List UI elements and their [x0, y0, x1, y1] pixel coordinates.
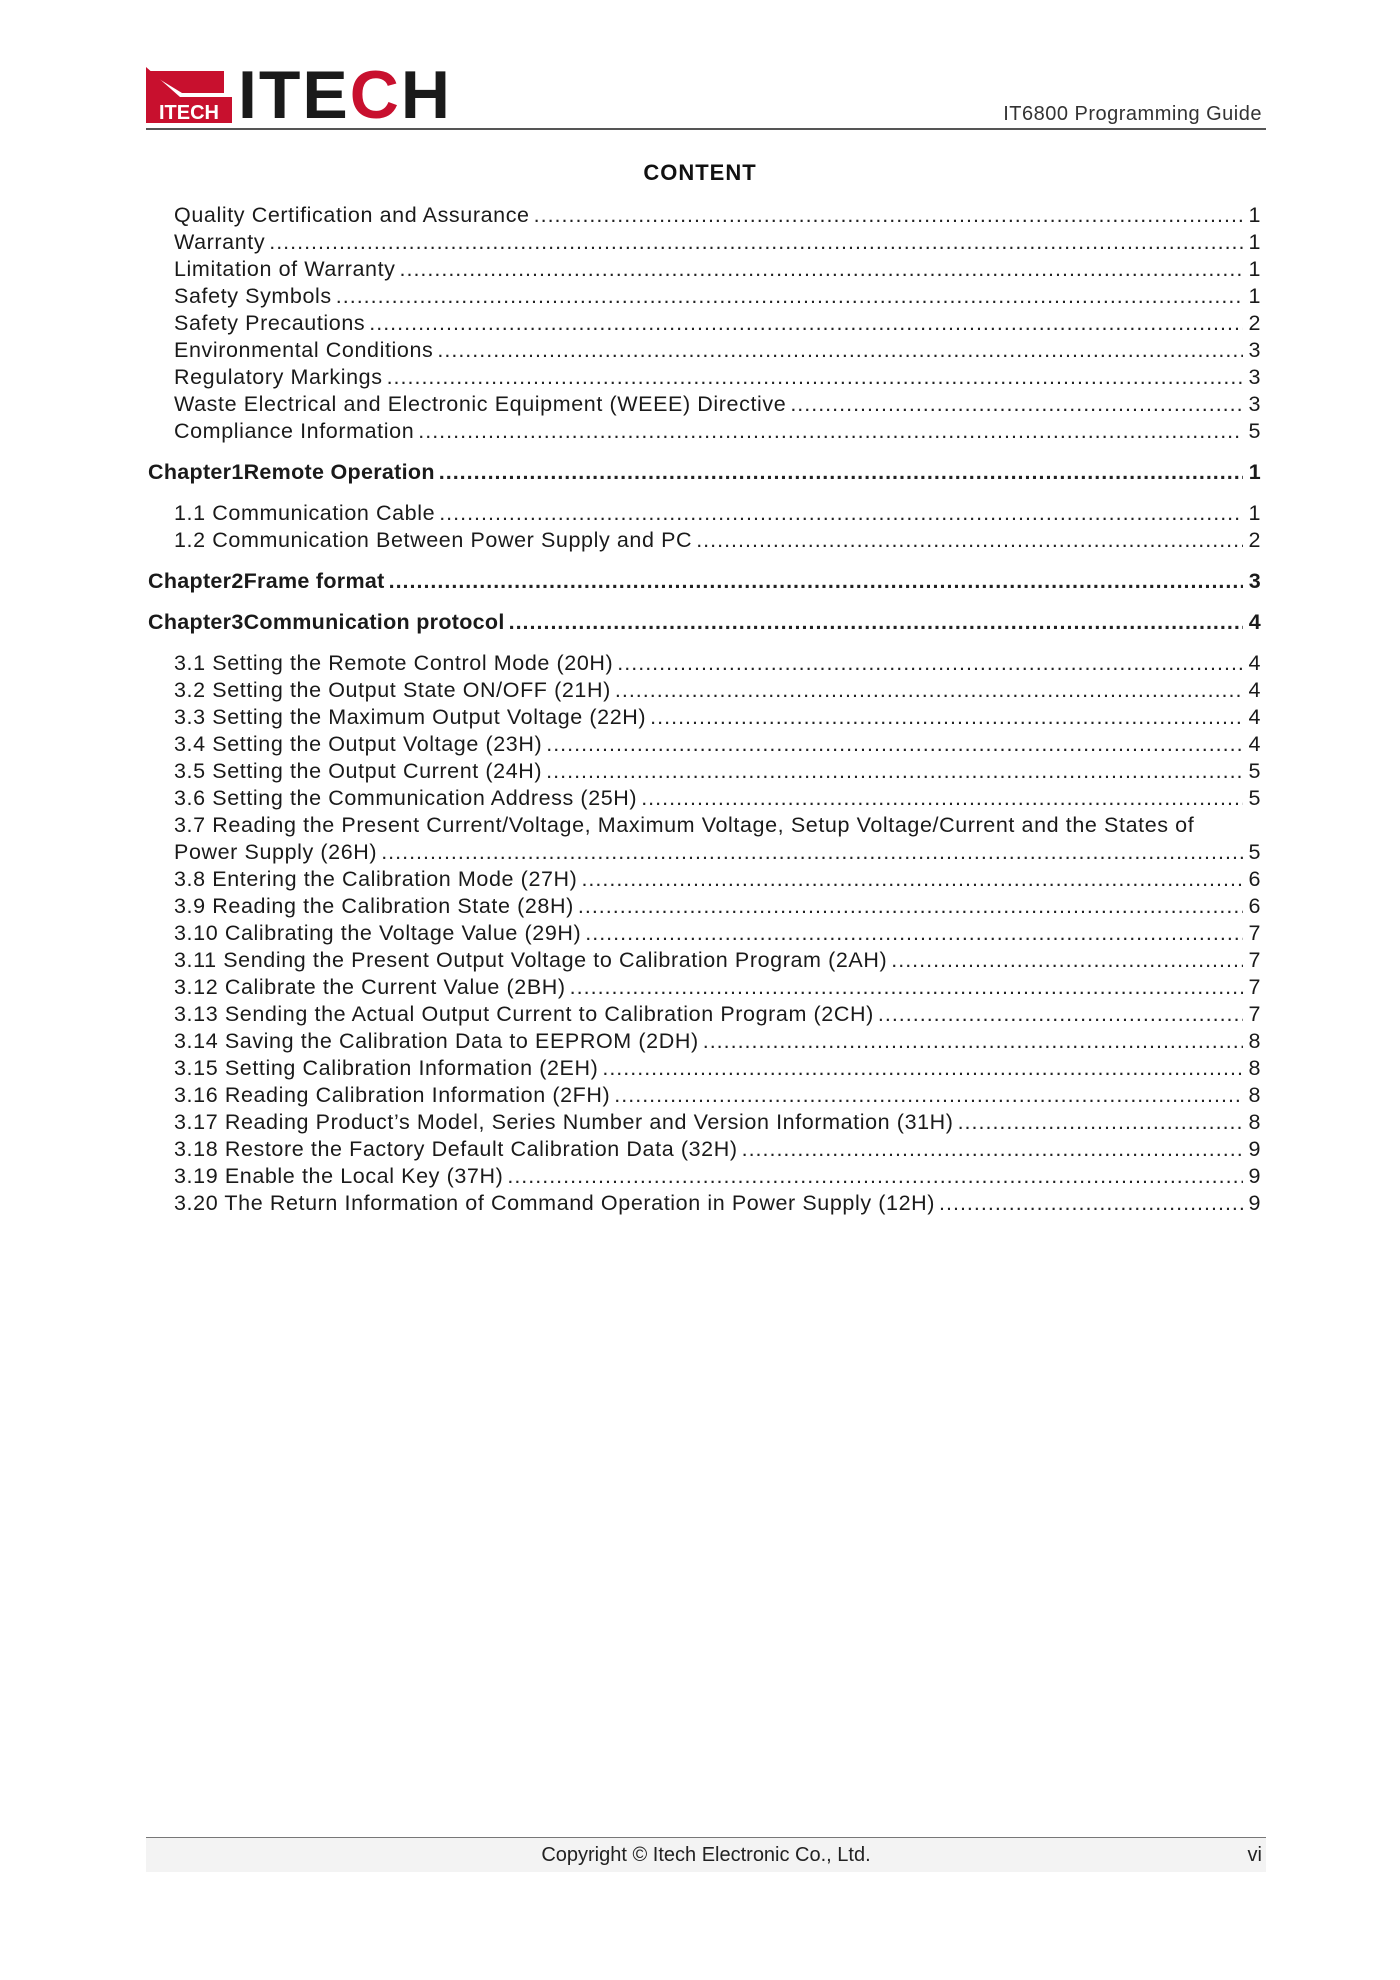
entry-title: Limitation of Warranty — [174, 257, 396, 281]
leader-dots — [878, 1001, 1243, 1028]
page-number: 8 — [1248, 1056, 1261, 1080]
leader-dots — [418, 418, 1243, 445]
leader-dots — [507, 1163, 1243, 1190]
leader-dots — [602, 1055, 1243, 1082]
entry-title: 3.17 Reading Product’s Model, Series Number and Version Information (31H) — [174, 1110, 954, 1134]
entry-title: 3.18 Restore the Factory Default Calibration Data (32H) — [174, 1137, 738, 1161]
entry-title: 3.4 Setting the Output Voltage (23H) — [174, 732, 543, 756]
toc-entry[interactable] — [148, 1136, 1261, 1163]
leader-dots — [578, 893, 1243, 920]
page-number: 8 — [1248, 1029, 1261, 1053]
toc-entry[interactable] — [148, 947, 1261, 974]
logo-mark-icon — [146, 67, 232, 123]
page-number: 1 — [1248, 257, 1261, 281]
toc-entry[interactable] — [148, 283, 1261, 310]
page-number: 2 — [1248, 311, 1261, 335]
leader-dots — [437, 337, 1243, 364]
entry-title: Regulatory Markings — [174, 365, 383, 389]
toc-entry[interactable] — [148, 677, 1261, 704]
toc-entry[interactable] — [148, 974, 1261, 1001]
leader-dots — [650, 704, 1243, 731]
leader-dots — [790, 391, 1243, 418]
toc-entry[interactable] — [148, 1055, 1261, 1082]
toc-front-matter — [148, 202, 1261, 445]
leader-dots — [614, 1082, 1243, 1109]
leader-dots — [400, 256, 1243, 283]
toc-entry[interactable] — [148, 418, 1261, 445]
leader-dots — [439, 500, 1243, 527]
page-number: 9 — [1248, 1164, 1261, 1188]
toc-entry[interactable] — [148, 1028, 1261, 1055]
toc-entry[interactable] — [148, 758, 1261, 785]
leader-dots — [939, 1190, 1243, 1217]
entry-title: 3.3 Setting the Maximum Output Voltage (22H) — [174, 705, 647, 729]
leader-dots — [509, 609, 1243, 636]
itech-logo — [146, 57, 453, 133]
leader-dots — [546, 758, 1243, 785]
toc-entry[interactable] — [148, 391, 1261, 418]
toc-chapter-2[interactable] — [148, 568, 1261, 595]
page-number: 4 — [1248, 678, 1261, 702]
entry-title: Quality Certification and Assurance — [174, 203, 530, 227]
leader-dots — [958, 1109, 1243, 1136]
entry-title: 3.6 Setting the Communication Address (25H) — [174, 786, 638, 810]
logo-text-ite: ITE — [238, 57, 350, 133]
page-number: 7 — [1248, 921, 1261, 945]
toc-entry-3-7-line2[interactable] — [148, 839, 1261, 866]
toc-chapter-3[interactable] — [148, 609, 1261, 636]
toc-chapter-3-sections — [148, 650, 1261, 812]
page-number: 9 — [1248, 1191, 1261, 1215]
page-number: 5 — [1248, 840, 1261, 864]
toc-entry[interactable] — [148, 1082, 1261, 1109]
toc-entry[interactable] — [148, 310, 1261, 337]
entry-title: 3.5 Setting the Output Current (24H) — [174, 759, 543, 783]
leader-dots — [369, 310, 1243, 337]
entry-title: 3.13 Sending the Actual Output Current to Calibration Program (2CH) — [174, 1002, 874, 1026]
footer-page-number: vi — [1247, 1844, 1262, 1866]
leader-dots — [534, 202, 1243, 229]
page-number: 1 — [1248, 203, 1261, 227]
leader-dots — [742, 1136, 1243, 1163]
page-number: 5 — [1248, 759, 1261, 783]
page-number: 5 — [1248, 786, 1261, 810]
page-number: 3 — [1248, 365, 1261, 389]
leader-dots — [617, 650, 1243, 677]
leader-dots — [439, 459, 1243, 486]
toc-entry-3-7-line1[interactable]: 3.7 Reading the Present Current/Voltage, Maximum Voltage, Setup Voltage/Current and the States of — [174, 813, 1195, 837]
page-number: 3 — [1248, 569, 1261, 593]
page-number: 4 — [1248, 705, 1261, 729]
toc-entry[interactable] — [148, 1190, 1261, 1217]
page-number: 1 — [1248, 284, 1261, 308]
entry-title: Compliance Information — [174, 419, 415, 443]
toc-entry[interactable] — [148, 1109, 1261, 1136]
toc-entry[interactable] — [148, 364, 1261, 391]
entry-title: 3.8 Entering the Calibration Mode (27H) — [174, 867, 578, 891]
toc-entry[interactable] — [148, 785, 1261, 812]
page-number: 4 — [1248, 732, 1261, 756]
page-number: 3 — [1248, 338, 1261, 362]
leader-dots — [703, 1028, 1243, 1055]
toc-entry[interactable] — [148, 229, 1261, 256]
page-number: 4 — [1248, 610, 1261, 634]
entry-title: 3.20 The Return Information of Command Operation in Power Supply (12H) — [174, 1191, 936, 1215]
entry-title: 3.12 Calibrate the Current Value (2BH) — [174, 975, 566, 999]
chapter-number: Chapter3 — [148, 610, 244, 634]
toc-chapter-3-sections-continued — [148, 866, 1261, 1217]
toc-entry[interactable] — [148, 866, 1261, 893]
logo-wordmark — [238, 57, 453, 133]
chapter-number: Chapter2 — [148, 569, 244, 593]
toc-entry[interactable] — [148, 893, 1261, 920]
toc-entry[interactable] — [148, 500, 1261, 527]
page-number: 7 — [1248, 948, 1261, 972]
chapter-title: Frame format — [243, 569, 385, 593]
page-number: 4 — [1248, 651, 1261, 675]
leader-dots — [389, 568, 1243, 595]
chapter-number: Chapter1 — [148, 460, 244, 484]
page-number: 6 — [1248, 867, 1261, 891]
page-number: 1 — [1248, 230, 1261, 254]
entry-title: 1.1 Communication Cable — [174, 501, 436, 525]
entry-title: Power Supply (26H) — [174, 840, 378, 864]
leader-dots — [696, 527, 1243, 554]
page-number: 7 — [1248, 1002, 1261, 1026]
page-footer — [146, 1837, 1266, 1872]
page-number: 8 — [1248, 1110, 1261, 1134]
page-number: 2 — [1248, 528, 1261, 552]
toc-chapter-1-sections — [148, 500, 1261, 554]
entry-title: 3.2 Setting the Output State ON/OFF (21H) — [174, 678, 611, 702]
entry-title: Environmental Conditions — [174, 338, 434, 362]
contents-heading: CONTENT — [643, 160, 757, 185]
toc-entry[interactable] — [148, 1001, 1261, 1028]
toc-entry[interactable] — [148, 337, 1261, 364]
entry-title: 1.2 Communication Between Power Supply and PC — [174, 528, 693, 552]
chapter-title: Communication protocol — [243, 610, 505, 634]
toc-entry[interactable] — [148, 704, 1261, 731]
entry-title: Safety Precautions — [174, 311, 366, 335]
page-number: 5 — [1248, 419, 1261, 443]
entry-title: 3.14 Saving the Calibration Data to EEPROM (2DH) — [174, 1029, 699, 1053]
page-number: 8 — [1248, 1083, 1261, 1107]
chapter-title: Remote Operation — [243, 460, 435, 484]
leader-dots — [387, 364, 1243, 391]
leader-dots — [570, 974, 1243, 1001]
toc-entry[interactable] — [148, 920, 1261, 947]
toc-entry[interactable] — [148, 256, 1261, 283]
page-number: 6 — [1248, 894, 1261, 918]
leader-dots — [581, 866, 1243, 893]
leader-dots — [641, 785, 1243, 812]
leader-dots — [891, 947, 1243, 974]
logo-small-text: ITECH — [159, 102, 219, 123]
toc-entry[interactable] — [148, 202, 1261, 229]
entry-title: 3.11 Sending the Present Output Voltage to Calibration Program (2AH) — [174, 948, 888, 972]
page-header — [146, 57, 1266, 133]
leader-dots — [546, 731, 1243, 758]
document-title: IT6800 Programming Guide — [1003, 103, 1262, 125]
entry-title: 3.1 Setting the Remote Control Mode (20H) — [174, 651, 614, 675]
leader-dots — [269, 229, 1243, 256]
toc-entry[interactable] — [148, 1163, 1261, 1190]
logo-text-c: C — [349, 57, 401, 133]
entry-title: 3.19 Enable the Local Key (37H) — [174, 1164, 504, 1188]
page-number: 3 — [1248, 392, 1261, 416]
page-number: 7 — [1248, 975, 1261, 999]
table-of-contents — [148, 202, 1261, 1217]
logo-text-h: H — [400, 57, 453, 133]
entry-title: Waste Electrical and Electronic Equipment (WEEE) Directive — [174, 392, 787, 416]
entry-title: 3.10 Calibrating the Voltage Value (29H) — [174, 921, 582, 945]
toc-chapter-1[interactable] — [148, 459, 1261, 486]
copyright-text: Copyright © Itech Electronic Co., Ltd. — [541, 1844, 871, 1866]
entry-title: 3.15 Setting Calibration Information (2EH) — [174, 1056, 599, 1080]
page-number: 1 — [1248, 460, 1261, 484]
entry-title: 3.9 Reading the Calibration State (28H) — [174, 894, 574, 918]
leader-dots — [615, 677, 1243, 704]
leader-dots — [336, 283, 1243, 310]
entry-title: Warranty — [174, 230, 266, 254]
leader-dots — [585, 920, 1243, 947]
toc-entry[interactable] — [148, 731, 1261, 758]
entry-title: Safety Symbols — [174, 284, 332, 308]
entry-title: 3.16 Reading Calibration Information (2FH) — [174, 1083, 611, 1107]
leader-dots — [381, 839, 1243, 866]
page-number: 9 — [1248, 1137, 1261, 1161]
toc-entry[interactable] — [148, 527, 1261, 554]
page-number: 1 — [1248, 501, 1261, 525]
toc-entry[interactable] — [148, 650, 1261, 677]
